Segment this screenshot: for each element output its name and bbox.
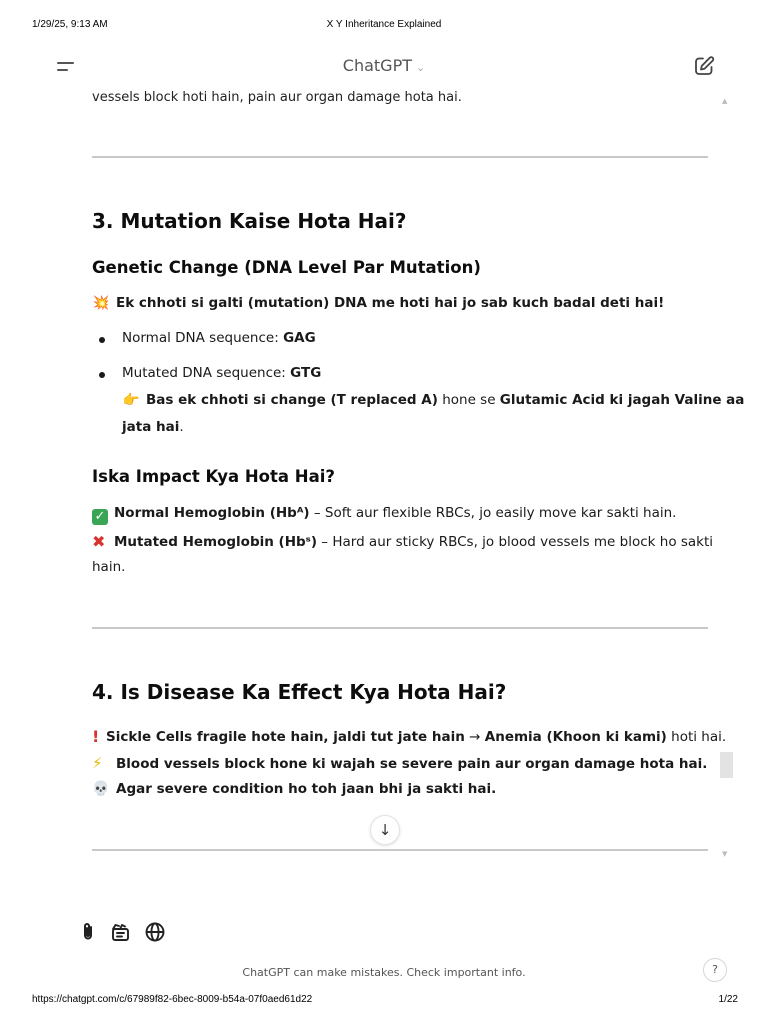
disclaimer: ChatGPT can make mistakes. Check important info. [242, 966, 526, 979]
bullet-dot [99, 337, 105, 343]
mutation-intro-text: Ek chhoti si galti (mutation) DNA me hoti hai jo sab kuch badal deti hai! [116, 295, 665, 311]
impact-mutated-text: – Hard aur sticky RBCs, jo blood vessels me block ho sakti [317, 534, 714, 550]
normal-dna-label: Normal DNA sequence: [122, 330, 284, 346]
print-header [0, 19, 768, 33]
list-item [122, 365, 321, 381]
cross-mark-icon: ✖ [92, 532, 106, 551]
impact-normal [92, 505, 676, 525]
help-button[interactable]: ? [703, 958, 727, 982]
scroll-to-bottom-button[interactable]: ↓ [370, 815, 400, 845]
print-date: 1/29/25, 9:13 AM [32, 19, 108, 30]
list-item [122, 330, 316, 346]
print-page-number: 1/22 [718, 994, 738, 1005]
model-name: ChatGPT [342, 56, 412, 75]
lightning-icon: ⚡ [92, 754, 103, 772]
note-plain-2: . [179, 419, 184, 435]
section-3-heading: 3. Mutation Kaise Hota Hai? [92, 209, 407, 233]
effect-line-death [92, 781, 496, 797]
skull-icon: 💀 [92, 781, 110, 797]
effect-anemia-bold2: Anemia (Khoon ki kami) [484, 729, 667, 745]
impact-normal-text: – Soft aur flexible RBCs, jo easily move kar sakti hain. [309, 505, 677, 521]
mutation-intro [92, 295, 664, 311]
impact-normal-label: Normal Hemoglobin (Hbᴬ) [114, 505, 310, 521]
effect-line-pain [92, 754, 707, 772]
note-bold-3: jata hai [122, 419, 180, 435]
exclamation-icon: ! [92, 727, 100, 746]
effect-anemia-tail: hoti hai. [666, 729, 727, 745]
effect-line-anemia [92, 727, 726, 746]
effect-arrow: → [464, 729, 485, 745]
scrollbar-up-arrow[interactable]: ▲ [722, 97, 728, 105]
impact-heading: Iska Impact Kya Hota Hai? [92, 467, 335, 486]
clipped-text-line: vessels block hoti hain, pain aur organ damage hota hai. [92, 90, 462, 105]
divider [92, 156, 708, 158]
normal-dna-value: GAG [283, 330, 316, 346]
top-bar [0, 48, 768, 86]
effect-death-text: Agar severe condition ho toh jaan bhi ja sakti hai. [116, 781, 497, 797]
model-selector[interactable] [0, 56, 768, 75]
divider [92, 627, 708, 629]
impact-mutated [92, 532, 713, 551]
mutated-dna-label: Mutated DNA sequence: [122, 365, 291, 381]
new-chat-edit-icon[interactable] [692, 54, 716, 78]
collision-icon: 💥 [92, 295, 110, 311]
note-bold-1: Bas ek chhoti si change (T replaced A) [146, 392, 438, 408]
impact-mutated-continued: hain. [92, 559, 126, 575]
mutated-dna-value: GTG [290, 365, 322, 381]
section-4-heading: 4. Is Disease Ka Effect Kya Hota Hai? [92, 680, 507, 704]
tools-icon[interactable] [109, 920, 133, 944]
chevron-down-icon: ⌄ [416, 61, 426, 74]
bullet-dot [99, 372, 105, 378]
note-plain-1: hone se [437, 392, 500, 408]
attach-icon[interactable] [76, 920, 100, 944]
scrollbar-thumb[interactable] [720, 752, 733, 778]
effect-pain-text: Blood vessels block hone ki wajah se severe pain aur organ damage hota hai. [116, 756, 708, 772]
print-footer [0, 994, 768, 1008]
check-mark-icon: ✓ [92, 509, 108, 525]
section-3-subheading: Genetic Change (DNA Level Par Mutation) [92, 258, 481, 277]
scrollbar-down-arrow[interactable]: ▼ [722, 850, 728, 858]
print-url: https://chatgpt.com/c/67989f82-6bec-8009-b54a-07f0aed61d22 [32, 994, 313, 1005]
pointing-hand-icon: 👉 [122, 392, 140, 408]
effect-anemia-bold: Sickle Cells fragile hote hain, jaldi tut jate hain [106, 729, 465, 745]
globe-icon[interactable] [143, 920, 167, 944]
note-bold-2: Glutamic Acid ki jagah Valine aa [499, 392, 745, 408]
impact-mutated-label: Mutated Hemoglobin (Hbˢ) [114, 534, 317, 550]
mutation-note-continued [122, 419, 184, 435]
mutation-note [122, 392, 744, 408]
divider [92, 849, 708, 851]
print-title: X Y Inheritance Explained [326, 19, 442, 30]
